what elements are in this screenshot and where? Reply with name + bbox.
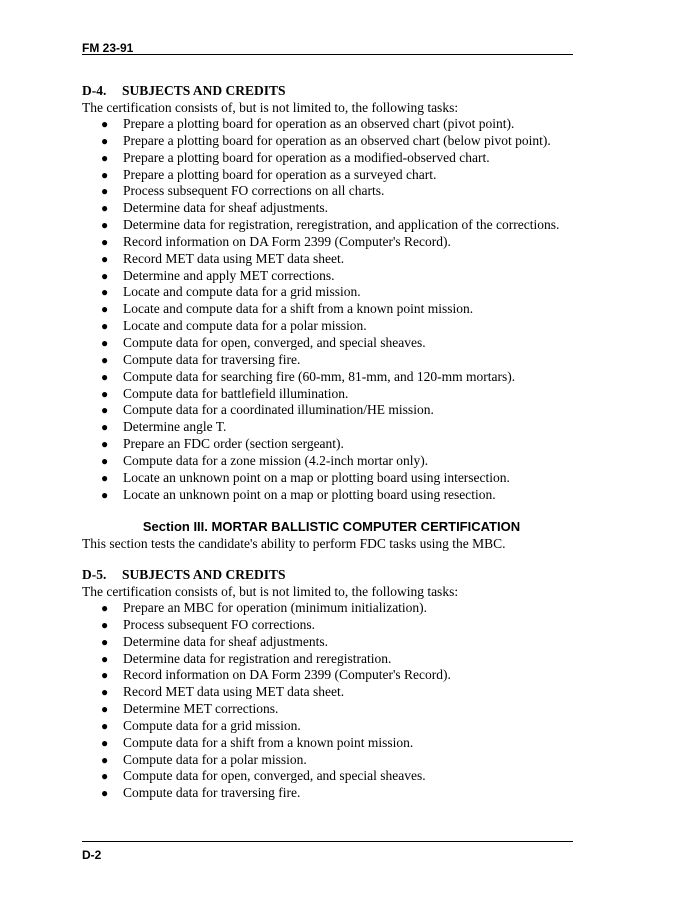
task-item: ● Record information on DA Form 2399 (Computer's Record). [101,233,451,249]
task-item: ● Determine data for sheaf adjustments. [101,633,329,649]
task-item: ● Locate and compute data for a polar mission. [101,318,367,334]
bullet-icon: ● [101,668,109,683]
bullet-icon: ● [101,403,109,418]
header-rule [82,54,573,55]
task-item: ● Determine and apply MET corrections. [101,267,335,283]
section-iii [82,518,573,552]
bullet-icon: ● [101,352,109,367]
task-item: ● Compute data for searching fire (60-mm, 81-mm, and 120-mm mortars). [101,368,516,384]
section-d5-intro: The certification consists of, but is not limited to, the following tasks: [82,584,459,599]
task-item: ● Locate an unknown point on a map or plotting board using intersection. [101,469,510,485]
bullet-icon: ● [101,487,109,502]
task-item: ● Record MET data using MET data sheet. [101,684,345,700]
task-item: ● Determine data for sheaf adjustments. [101,200,329,216]
task-item: ● Determine data for registration, reregistration, and application of the corrections. [101,217,560,233]
task-item: ● Record MET data using MET data sheet. [101,250,345,266]
bullet-icon: ● [101,601,109,615]
task-item: ● Compute data for open, converged, and special sheaves. [101,768,426,784]
section-d4-heading [82,82,573,99]
bullet-icon: ● [101,251,109,266]
bullet-icon: ● [101,786,109,801]
task-item: ● Determine angle T. [101,419,227,435]
task-item: ● Compute data for a polar mission. [101,751,307,767]
bullet-icon: ● [101,167,109,182]
bullet-icon: ● [101,234,109,249]
task-item: ● Record information on DA Form 2399 (Computer's Record). [101,667,451,683]
task-item: ● Determine MET corrections. [101,701,279,717]
task-item: ● Compute data for a zone mission (4.2-inch mortar only). [101,452,429,468]
footer-rule [82,841,573,842]
bullet-icon: ● [101,386,109,401]
section-d4-number: D-4. [82,83,107,98]
bullet-icon: ● [101,285,109,300]
bullet-icon: ● [101,201,109,216]
section-d4-intro: The certification consists of, but is not limited to, the following tasks: [82,100,459,115]
section-d5-task-list [82,600,573,802]
bullet-icon: ● [101,150,109,165]
task-item: ● Prepare a plotting board for operation as an observed chart (below pivot point). [101,132,551,148]
bullet-icon: ● [101,437,109,452]
task-item: ● Prepare a plotting board for operation as a surveyed chart. [101,166,437,182]
task-item: ● Compute data for a coordinated illumination/HE mission. [101,402,434,418]
bullet-icon: ● [101,752,109,767]
page-number: D-2 [82,848,102,862]
task-item: ● Locate and compute data for a grid mission. [101,284,361,300]
bullet-icon: ● [101,335,109,350]
task-item: ● Compute data for open, converged, and special sheaves. [101,334,426,350]
section-d5-heading [82,566,573,583]
bullet-icon: ● [101,769,109,784]
manual-id: FM 23-91 [82,41,134,55]
bullet-icon: ● [101,735,109,750]
bullet-icon: ● [101,117,109,131]
bullet-icon: ● [101,218,109,233]
bullet-icon: ● [101,453,109,468]
task-item: ● Prepare an FDC order (section sergeant). [101,436,344,452]
bullet-icon: ● [101,302,109,317]
bullet-icon: ● [101,702,109,717]
task-item: ● Compute data for a grid mission. [101,717,301,733]
task-item: ● Prepare a plotting board for operation as an observed chart (pivot point). [101,116,515,131]
bullet-icon: ● [101,369,109,384]
section-d4-title: SUBJECTS AND CREDITS [122,83,286,98]
bullet-icon: ● [101,651,109,666]
bullet-icon: ● [101,420,109,435]
section-iii-intro: This section tests the candidate's ability to perform FDC tasks using the MBC. [82,536,506,551]
task-item: ● Process subsequent FO corrections on all charts. [101,183,385,199]
task-item: ● Prepare a plotting board for operation as a modified-observed chart. [101,149,490,165]
bullet-icon: ● [101,634,109,649]
task-item: ● Compute data for battlefield illumination. [101,385,349,401]
section-iii-heading: Section III. MORTAR BALLISTIC COMPUTER CERTIFICATION [142,519,521,534]
task-item: ● Determine data for registration and reregistration. [101,650,392,666]
bullet-icon: ● [101,718,109,733]
bullet-icon: ● [101,133,109,148]
bullet-icon: ● [101,319,109,334]
task-item: ● Locate an unknown point on a map or plotting board using resection. [101,486,496,502]
section-d4 [82,82,573,503]
bullet-icon: ● [101,617,109,632]
bullet-icon: ● [101,685,109,700]
bullet-icon: ● [101,268,109,283]
task-item: ● Compute data for a shift from a known point mission. [101,734,414,750]
section-d5-title: SUBJECTS AND CREDITS [122,567,286,582]
section-d5 [82,566,573,802]
task-item: ● Process subsequent FO corrections. [101,616,315,632]
bullet-icon: ● [101,470,109,485]
task-item: ● Locate and compute data for a shift from a known point mission. [101,301,474,317]
task-item: ● Compute data for traversing fire. [101,351,301,367]
task-item: ● Prepare an MBC for operation (minimum initialization). [101,600,428,615]
task-item: ● Compute data for traversing fire. [101,785,301,801]
bullet-icon: ● [101,184,109,199]
section-d5-number: D-5. [82,567,107,582]
section-d4-task-list [82,116,573,503]
